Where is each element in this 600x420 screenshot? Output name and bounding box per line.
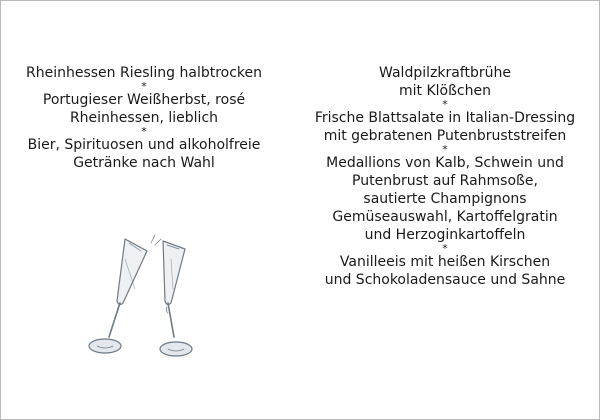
course-line: und Herzoginkartoffeln	[364, 227, 526, 243]
course-line: Vanilleeis mit heißen Kirschen	[339, 254, 551, 270]
drink-line: Getränke nach Wahl	[73, 155, 215, 171]
separator-star: *	[442, 98, 448, 111]
toasting-glasses-icon	[75, 229, 205, 367]
course-line: Putenbrust auf Rahmsoße,	[352, 173, 538, 189]
course-line: mit Klößchen	[399, 83, 491, 99]
separator-star: *	[442, 143, 448, 156]
course-line: Medallions von Kalb, Schwein und	[326, 155, 564, 171]
course-line: Frische Blattsalate in Italian-Dressing	[314, 110, 576, 126]
drink-line: Bier, Spirituosen und alkoholfreie	[27, 137, 261, 153]
course-line: Waldpilzkraftbrühe	[379, 65, 511, 81]
course-line: mit gebratenen Putenbruststreifen	[323, 128, 567, 144]
drink-line: Rheinhessen Riesling halbtrocken	[25, 65, 263, 81]
separator-star: *	[141, 125, 147, 138]
course-line: sautierte Champignons	[363, 191, 527, 207]
course-line: Gemüseauswahl, Kartoffelgratin	[332, 209, 558, 225]
course-line: und Schokoladensauce und Sahne	[324, 272, 566, 288]
courses-column	[297, 64, 593, 289]
separator-star: *	[442, 242, 448, 255]
drinks-column	[1, 64, 287, 172]
drink-line: Portugieser Weißherbst, rosé	[42, 92, 246, 108]
separator-star: *	[141, 80, 147, 93]
drink-line: Rheinhessen, lieblich	[69, 110, 219, 126]
